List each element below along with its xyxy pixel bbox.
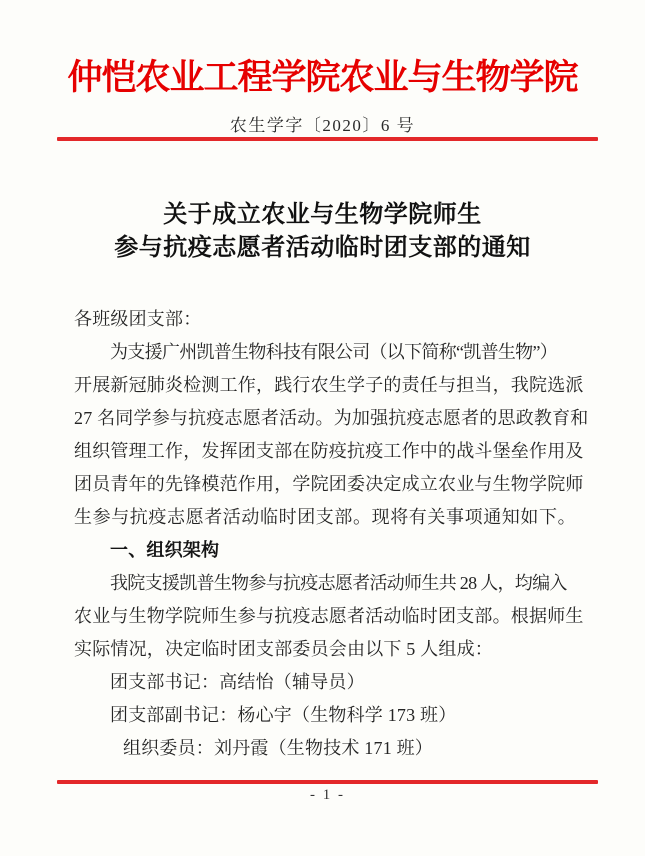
body-line: 团员青年的先锋模范作用，学院团委决定成立农业与生物学院师 (74, 474, 584, 494)
footer-red-rule (57, 780, 598, 784)
body-line: 农业与生物学院师生参与抗疫志愿者活动临时团支部。根据师生 (74, 606, 584, 626)
body-line: 我院支援凯普生物参与抗疫志愿者活动师生共 28 人，均编入 (110, 573, 567, 593)
body-line: 组织委员：刘丹霞（生物技术 171 班） (123, 738, 433, 758)
title-line-2: 参与抗疫志愿者活动临时团支部的通知 (114, 235, 531, 261)
document-body (74, 303, 589, 765)
document-number: 农生学字〔2020〕6 号 (229, 116, 416, 135)
body-line: 27 名同学参与抗疫志愿者活动。为加强抗疫志愿者的思政教育和 (74, 408, 589, 428)
title-line-1: 关于成立农业与生物学院师生 (163, 202, 482, 228)
body-line: 各班级团支部： (74, 309, 202, 329)
body-line: 生参与抗疫志愿者活动临时团支部。现将有关事项通知如下。 (74, 507, 577, 527)
section-heading: 一、组织架构 (110, 540, 220, 560)
body-line: 实际情况，决定临时团支部委员会由以下 5 人组成： (74, 639, 493, 659)
body-line: 为支援广州凯普生物科技有限公司（以下简称“凯普生物”） (110, 342, 558, 362)
body-line: 团支部书记：高结怡（辅导员） (110, 672, 365, 692)
body-line: 开展新冠肺炎检测工作，践行农生学子的责任与担当，我院选派 (74, 375, 584, 395)
notice-title (0, 199, 645, 265)
header-red-rule (57, 137, 598, 141)
page-number: - 1 - (310, 787, 345, 803)
body-line: 团支部副书记：杨心宇（生物科学 173 班） (110, 705, 457, 725)
body-line: 组织管理工作，发挥团支部在防疫抗疫工作中的战斗堡垒作用及 (74, 441, 584, 461)
institution-name: 仲恺农业工程学院农业与生物学院 (67, 58, 578, 97)
